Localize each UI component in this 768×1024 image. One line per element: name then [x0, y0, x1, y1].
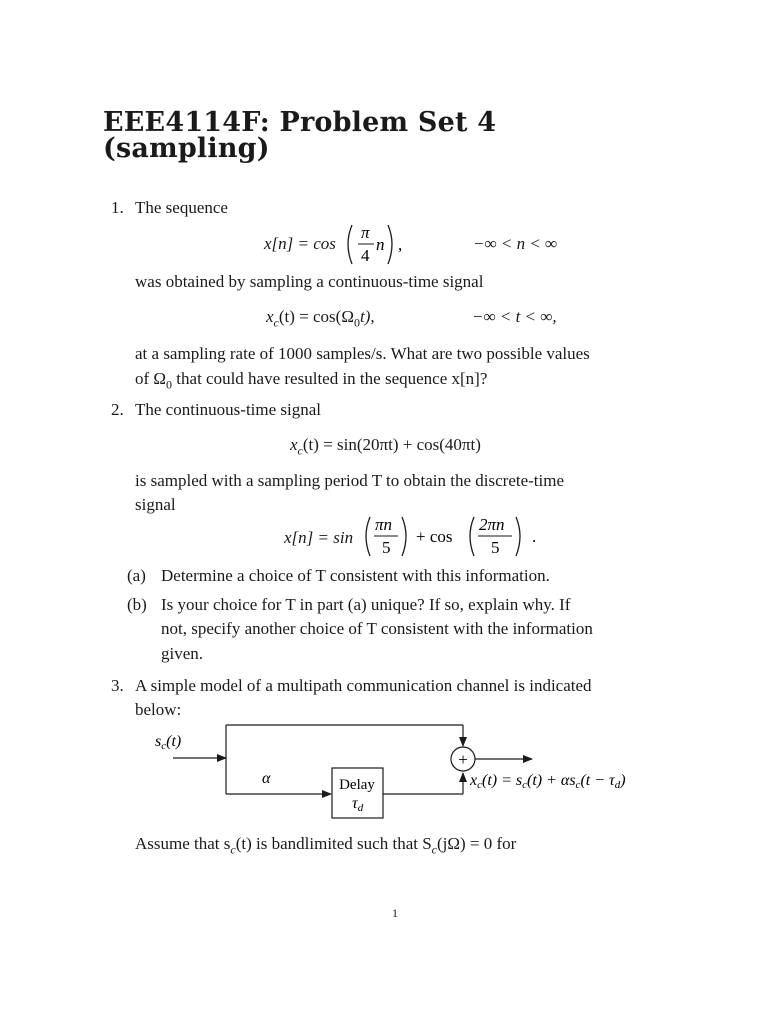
problem-text: is sampled with a sampling period T to obtain the discrete-time — [135, 471, 565, 490]
subquestion-text: given. — [161, 644, 204, 663]
problem-number: 1. — [111, 198, 124, 217]
equation-text: t), — [359, 307, 375, 326]
page-title: EEE4114F: Problem Set 4 — [103, 107, 497, 138]
subquestion-text: not, specify another choice of T consistent with the information — [161, 619, 593, 638]
subquestion-label: (b) — [127, 595, 147, 614]
problem-text — [135, 368, 487, 395]
subquestion-label: (a) — [127, 566, 146, 585]
text-subscript: c — [230, 842, 236, 857]
text-subscript: c — [431, 842, 437, 857]
delay-label: Delay — [339, 777, 375, 793]
problem-text: The continuous-time signal — [135, 400, 322, 419]
text-span: that could have resulted in the sequence x[n]? — [172, 369, 488, 388]
page-number: 1 — [392, 906, 398, 920]
fraction-numerator: 2πn — [479, 515, 505, 534]
subquestion-text: Determine a choice of T consistent with this information. — [161, 566, 550, 585]
equation-range — [472, 306, 557, 328]
problem-number: 2. — [111, 400, 124, 419]
equation-variable: n — [376, 235, 385, 254]
svg-text:,: , — [398, 235, 403, 254]
problem-text: The sequence — [135, 198, 228, 217]
equation-text: −∞ < n < ∞ — [473, 234, 558, 253]
equation-text: (t) = sin(20πt) + cos(40πt) — [302, 435, 481, 454]
fraction-denominator: 5 — [382, 538, 391, 557]
text-span: Assume that s — [135, 834, 231, 853]
tau-label: τd — [352, 795, 364, 814]
problem-text: was obtained by sampling a continuous-time signal — [135, 272, 484, 291]
fraction-numerator: π — [361, 223, 370, 242]
problem-text: signal — [135, 495, 176, 514]
text-subscript: 0 — [166, 377, 173, 392]
multipath-block-diagram — [140, 715, 700, 830]
equation-text: + cos — [416, 527, 453, 546]
problem-text — [135, 833, 516, 860]
text-span: (t) is bandlimited such that S — [235, 834, 432, 853]
equation-text: x[n] = cos — [264, 234, 336, 253]
equation-lhs — [264, 233, 336, 255]
text-span: (jΩ) = 0 for — [437, 834, 517, 853]
equation-text: (t) = cos(Ω — [278, 307, 354, 326]
equation-text: −∞ < t < ∞, — [472, 307, 557, 326]
equation-subscript: c — [273, 315, 279, 330]
page-title-line2: (sampling) — [103, 133, 270, 164]
fraction-denominator: 4 — [361, 246, 370, 265]
problem-text: A simple model of a multipath communication channel is indicated — [135, 676, 592, 695]
equation-range — [473, 233, 557, 255]
equation-text: x — [266, 307, 274, 326]
input-signal-label: sc(t) — [155, 733, 182, 752]
fraction-denominator: 5 — [491, 538, 500, 557]
equation-text: . — [532, 527, 537, 546]
problem-text: at a sampling rate of 1000 samples/s. What are two possible values — [135, 344, 590, 363]
output-equation: xc(t) = sc(t) + αsc(t − τd) — [470, 772, 626, 791]
subquestion-text: Is your choice for T in part (a) unique? If so, explain why. If — [161, 595, 571, 614]
alpha-label: α — [262, 770, 271, 787]
fraction-numerator: πn — [375, 515, 393, 534]
equation — [266, 306, 375, 333]
text-span: of Ω — [135, 369, 167, 388]
equation-fractions — [364, 514, 544, 562]
equation-subscript: c — [297, 443, 303, 458]
equation-subscript: 0 — [353, 315, 360, 330]
equation — [290, 434, 481, 461]
plus-icon: + — [458, 750, 468, 769]
equation-lhs — [284, 527, 353, 549]
equation-text: x[n] = sin — [284, 528, 354, 547]
problem-text: below: — [135, 700, 182, 719]
equation-text: x — [290, 435, 298, 454]
equation-fraction — [346, 222, 406, 270]
problem-number: 3. — [111, 676, 124, 695]
